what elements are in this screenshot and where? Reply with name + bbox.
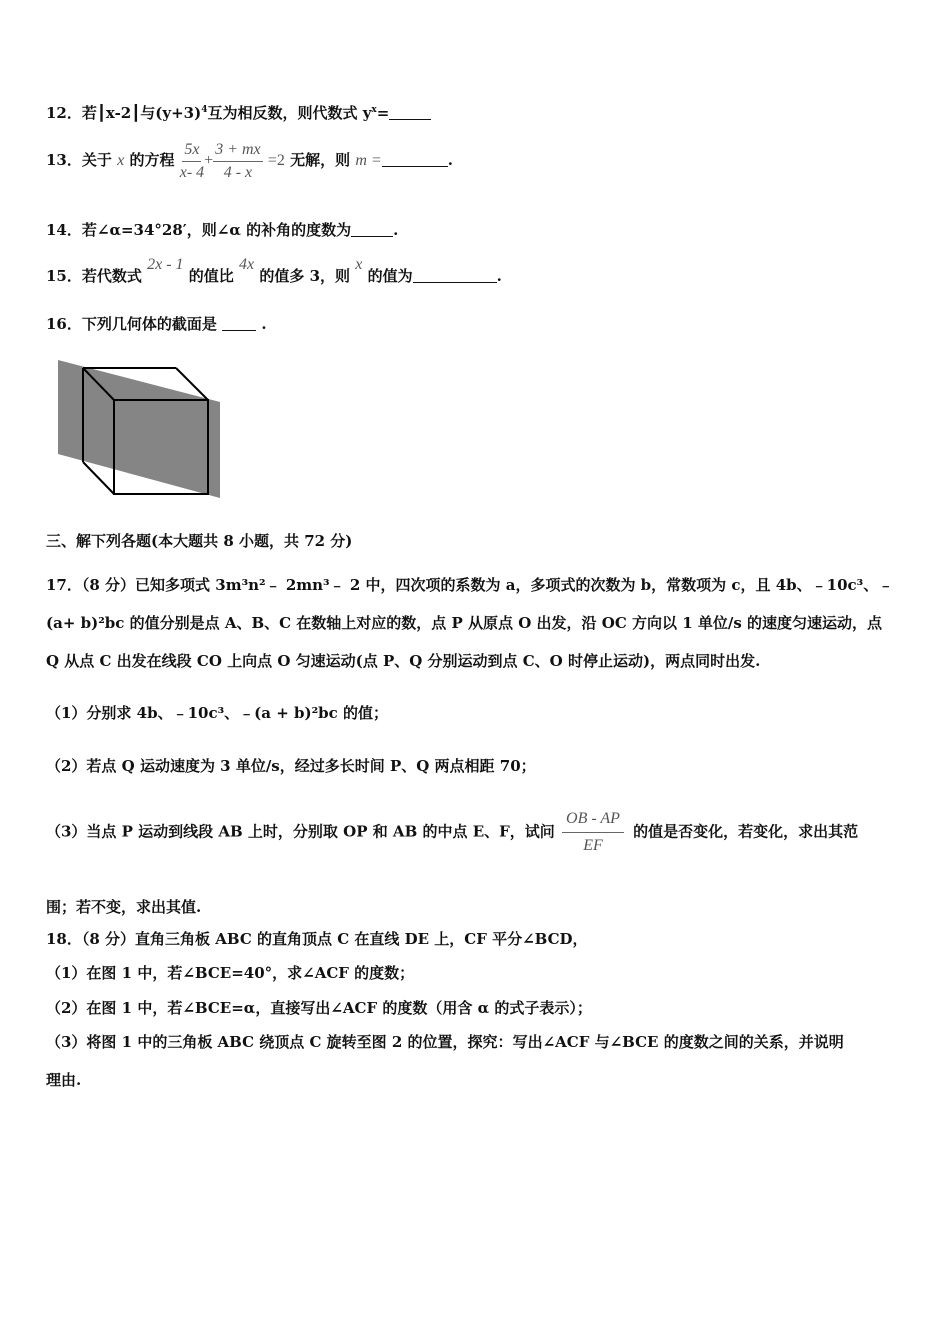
q13-period: . [447,151,453,169]
q14-number: 14． [46,221,82,239]
q15-period: . [496,267,502,285]
question-14 [46,220,398,240]
q14-answer-blank [351,222,393,237]
q18-sub-1: （1）在图 1 中，若∠BCE=40°，求∠ACF 的度数； [46,964,415,982]
q13-f2-numerator: 3 + mx [213,139,262,162]
section-3-heading: 三、解下列各题(本大题共 8 小题，共 72 分) [46,532,353,550]
q17-sub-3 [46,806,858,859]
q17-sub3-continuation: 围；若不变，求出其值. [46,898,202,916]
q12-exponent-4: 4 [201,105,208,115]
q12-answer-blank [389,105,431,120]
q13-number: 13． [46,151,82,169]
q18-sub-3: （3）将图 1 中的三角板 ABC 绕顶点 C 旋转至图 2 的位置，探究：写出∠ACF 与∠BCE 的度数之间的关系，并说明 [46,1033,844,1051]
q15-variable-x: x [355,256,363,273]
q15-text-c: 的值多 3，则 [259,267,351,285]
q13-f1-denominator: x- 4 [179,163,205,181]
q15-text-b: 的值比 [188,267,234,285]
q16-number: 16． [46,315,82,333]
q18-sub-2: （2）在图 1 中，若∠BCE=α，直接写出∠ACF 的度数（用含 α 的式子表示）； [46,999,592,1017]
q12-text-c: = [376,104,390,122]
question-16 [46,314,267,334]
q17-sub3-text-b: 的值是否变化，若变化，求出其范 [633,822,859,841]
q13-fraction-1 [180,139,204,184]
q13-answer-blank [382,152,448,167]
q14-text: 若∠α=34°28′，则∠α 的补角的度数为 [81,221,352,239]
q15-number: 15． [46,267,82,285]
q15-expression-2: 4x [239,256,255,273]
q15-answer-blank [413,268,497,283]
q13-variable-m: m = [355,152,382,169]
q17-line-2: (a+ b)²bc 的值分别是点 A、B、C 在数轴上对应的数，点 P 从原点 O 出发，沿 OC 方向以 1 单位/s 的速度匀速运动，点 [46,614,883,632]
q13-f1-numerator: 5x [182,139,201,162]
q17-sub-2: （2）若点 Q 运动速度为 3 单位/s，经过多长时间 P、Q 两点相距 70； [46,757,536,775]
q18-line-1: 18．（8 分）直角三角板 ABC 的直角顶点 C 在直线 DE 上，CF 平分∠BCD， [46,930,588,948]
question-12 [46,103,431,123]
q14-period: . [393,221,399,239]
q15-expression-1: 2x - 1 [147,256,184,273]
q13-text-b: 的方程 [129,151,175,169]
q13-variable-x: x [117,152,125,169]
q15-text-d: 的值为 [367,267,413,285]
q13-fraction-2 [213,139,262,184]
q17-line-3: Q 从点 C 出发在线段 CO 上向点 O 匀速运动(点 P、Q 分别运动到点 C、O 时停止运动)，两点同时出发. [46,652,761,670]
question-15 [46,256,502,297]
q17-line-1: 17．（8 分）已知多项式 3m³n²﹣ 2mn³﹣ 2 中，四次项的系数为 a，多项式的次数为 b，常数项为 c，且 4b、﹣10c³、﹣ [46,576,894,594]
q13-f2-denominator: 4 - x [223,163,253,181]
q15-text-a: 若代数式 [81,267,142,285]
q17-sub-1: （1）分别求 4b、﹣10c³、﹣(a + b)²bc 的值； [46,704,388,722]
q13-equals: =2 [267,152,285,169]
q16-answer-blank [222,316,256,331]
q17-sub3-numerator: OB - AP [562,806,624,833]
q16-text: 下列几何体的截面是 [81,315,217,333]
q12-text-a: 若┃x-2┃与(y+3) [81,104,202,122]
question-13 [46,138,453,184]
q16-period: . [261,315,267,333]
q17-sub3-text-a: （3）当点 P 运动到线段 AB 上时，分别取 OP 和 AB 的中点 E、F，试问 [46,822,555,841]
cube-cross-section-figure [56,358,226,500]
q13-text-c: 无解，则 [290,151,351,169]
q17-sub3-fraction [562,806,624,859]
q12-text-b: 互为相反数，则代数式 y [207,104,372,122]
q12-number: 12． [46,104,82,122]
q12-exponent-x: x [371,105,377,115]
q13-plus: + [204,152,214,169]
question-17 [46,566,910,680]
q18-sub3-continuation: 理由. [46,1071,82,1089]
q13-text-a: 关于 [81,151,112,169]
q17-sub3-denominator: EF [583,837,603,854]
